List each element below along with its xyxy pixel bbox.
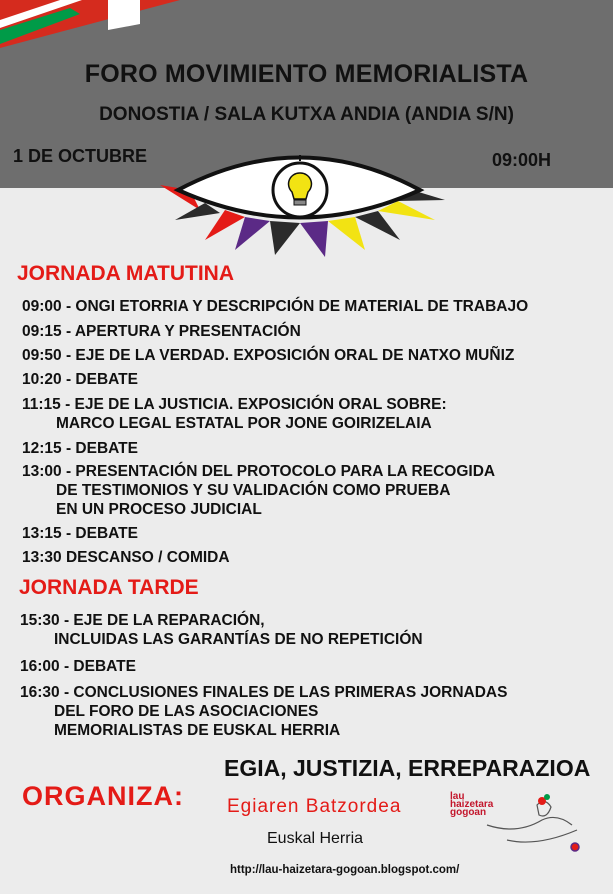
schedule-line: 15:30 - EJE DE LA REPARACIÓN, [20,612,265,629]
logo-text-line: lau [450,791,465,802]
schedule-item [22,462,495,519]
schedule-item: 12:15 - DEBATE [22,440,138,457]
schedule-item [20,611,423,649]
schedule-line: MEMORIALISTAS DE EUSKAL HERRIA [54,722,341,739]
event-venue: DONOSTIA / SALA KUTXA ANDIA (ANDIA S/N) [99,104,514,125]
schedule-item: 09:15 - APERTURA Y PRESENTACIÓN [22,323,301,340]
ikurrina-flag-icon [0,0,613,60]
event-date: 1 DE OCTUBRE [13,146,148,166]
schedule-line: 16:30 - CONCLUSIONES FINALES DE LAS PRIMERAS JORNADAS [20,684,508,701]
schedule-item: 16:00 - DEBATE [20,658,136,675]
schedule-line: 13:00 - PRESENTACIÓN DEL PROTOCOLO PARA LA RECOGIDA [22,463,496,480]
logo-text [450,793,493,817]
logo-text-line: gogoan [450,807,487,818]
morning-heading: JORNADA MATUTINA [17,262,234,285]
schedule-line: INCLUIDAS LAS GARANTÍAS DE NO REPETICIÓN [54,631,423,648]
event-time: 09:00H [492,150,552,170]
committee-name: Egiaren Batzordea [227,796,402,817]
slogan: EGIA, JUSTIZIA, ERREPARAZIOA [224,755,591,781]
event-title: FORO MOVIMIENTO MEMORIALISTA [84,60,529,88]
organiza-label: ORGANIZA: [22,781,184,811]
blog-url[interactable]: http://lau-haizetara-gogoan.blogspot.com/ [230,864,460,876]
schedule-item: 09:50 - EJE DE LA VERDAD. EXPOSICIÓN ORAL DE NATXO MUÑIZ [22,347,515,364]
schedule-line: MARCO LEGAL ESTATAL POR JONE GOIRIZELAIA [56,415,432,432]
schedule-line: 11:15 - EJE DE LA JUSTICIA. EXPOSICIÓN ORAL SOBRE: [22,396,447,413]
schedule-item [20,683,507,740]
schedule-line: DE TESTIMONIOS Y SU VALIDACIÓN COMO PRUEBA [56,482,451,499]
schedule-line: EN UN PROCESO JUDICIAL [56,501,262,518]
eye-lightbulb-icon [150,145,450,260]
region-name: Euskal Herria [267,830,364,847]
schedule-item: 13:15 - DEBATE [22,525,138,542]
schedule-item [22,395,447,433]
schedule-item: 09:00 - ONGI ETORRIA Y DESCRIPCIÓN DE MATERIAL DE TRABAJO [22,298,529,315]
schedule-line: DEL FORO DE LAS ASOCIACIONES [54,703,319,720]
afternoon-heading: JORNADA TARDE [19,576,199,599]
logo-text-line: haizetara [450,799,494,810]
schedule-item: 10:20 - DEBATE [22,371,138,388]
schedule-item: 13:30 DESCANSO / COMIDA [22,549,230,566]
